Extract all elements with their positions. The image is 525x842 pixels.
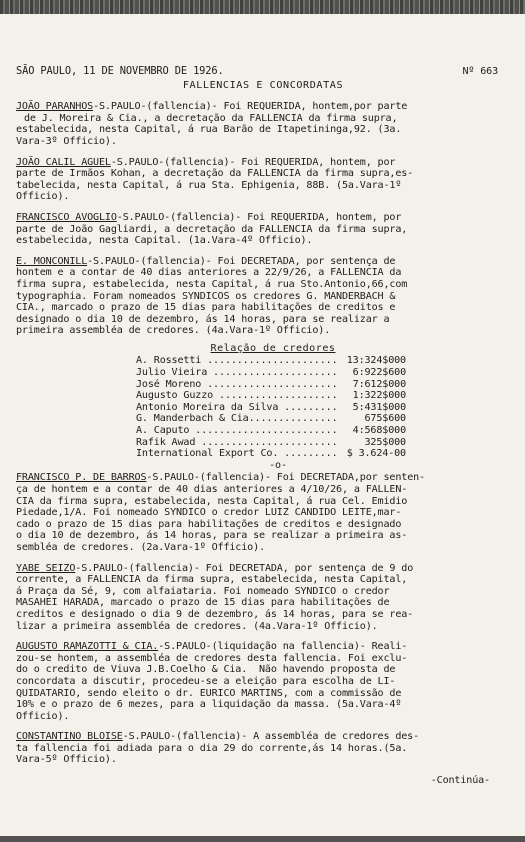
entry-line: parte de Irmãos Kohan, a decretação da FALLENCIA da firma supra,es- <box>16 168 414 180</box>
entry-line: primeira assembléa de credores. (4a.Vara-1º Officio). <box>16 325 331 337</box>
entry-line: 10% e o prazo de 6 mezes, para a liquidação da massa. (5a.Vara-4º <box>16 699 402 711</box>
creditor-amount: 1:322$000 <box>352 390 406 402</box>
entry-line: estabelecida, nesta Capital. (1a.Vara-4º Officio). <box>16 235 313 247</box>
creditors-list-title-text: Relação de credores <box>210 342 336 354</box>
entry-line: o dia 10 de dezembro, ás 14 horas, para se realizar a primeira as- <box>16 530 408 542</box>
entry-augusto-ramazotti <box>16 641 510 722</box>
scan-edge-bottom <box>0 836 525 842</box>
creditor-name: International Export Co. ......... <box>136 448 338 460</box>
creditor-row <box>136 425 406 437</box>
creditor-name: A. Caputo ........................ <box>136 425 338 437</box>
creditor-name: G. Manderbach & Cia............... <box>136 413 338 425</box>
entry-line: CIA da firma supra, estabelecida, nesta Capital, á rua Cel. Emidio <box>16 495 408 507</box>
creditors-list <box>136 355 406 459</box>
creditor-amount: 5:431$000 <box>352 401 406 413</box>
creditor-amount: 325$000 <box>364 436 406 448</box>
entry-name: AUGUSTO RAMAZOTTI & CIA. <box>16 641 159 653</box>
entry-line: sembléa de credores. (2a.Vara-1º Officio). <box>16 541 265 553</box>
creditor-amount: $ 3.624-00 <box>346 448 406 460</box>
entry-line: -S.PAULO-(fallencia)- A assembléa de credores des- <box>122 731 420 743</box>
entry-e-monconill <box>16 256 510 337</box>
entry-line: lizar a primeira assembléa de credores. (4a.Vara-1º Officio). <box>16 620 378 632</box>
entry-line: -S.PAULO-(fallencia)- Foi DECRETADA, por sentença de 9 do <box>75 562 414 574</box>
entry-yabe-seizo <box>16 563 510 633</box>
section-title: FALLENCIAS E CONCORDATAS <box>182 79 344 91</box>
creditor-name: Augusto Guzzo .................... <box>136 390 338 402</box>
entry-line: hontem e a contar de 40 dias anteriores a 22/9/26, a FALLENCIA da <box>16 267 402 279</box>
entry-line: estabelecida, nesta Capital, á rua Barão de Itapetininga,92. (3a. <box>16 124 402 136</box>
entry-line: CIA., marcado o prazo de 15 dias para habilitações de creditos e <box>16 302 396 314</box>
creditor-row <box>136 437 406 449</box>
entry-line: corrente, a FALLENCIA da firma supra, estabelecida, nesta Capital, <box>16 574 408 586</box>
entry-line: -S.PAULO-(fallencia)- Foi REQUERIDA, hontem, por <box>116 211 402 223</box>
bulletin-content <box>16 66 510 787</box>
entry-line: -S.PAULO-(fallencia)- Foi DECRETADA,por senten- <box>146 472 425 484</box>
creditor-row <box>136 379 406 391</box>
issue-number: Nº 663 <box>462 66 498 77</box>
entry-line: zou-se hontem, a assembléa de credores desta fallencia. Foi exclu- <box>16 652 408 664</box>
entry-line: firma supra, estabelecida, nesta Capital, á rua Sto.Antonio,66,com <box>16 278 408 290</box>
entry-line: Officio). <box>16 710 70 722</box>
creditor-amount: 13:324$000 <box>346 355 406 367</box>
entry-line: cado o prazo de 15 dias para habilitações de creditos e designado <box>16 518 402 530</box>
entry-line: ta fallencia foi adiada para o dia 29 do corrente,ás 14 horas.(5a. <box>16 742 408 754</box>
creditor-amount: 4:568$000 <box>352 425 406 437</box>
entry-line: QUIDATARIO, sendo eleito o dr. EURICO MARTINS, com a commissão de <box>16 687 402 699</box>
creditor-row <box>136 413 406 425</box>
entry-line: -S.PAULO-(fallencia)- Foi REQUERIDA, hontem, por <box>110 156 396 168</box>
entry-line: typographia. Foram nomeados SYNDICOS os credores G. MANDERBACH & <box>16 290 396 302</box>
entry-name: E. MONCONILL <box>16 255 88 267</box>
creditor-row <box>136 367 406 379</box>
entry-name: FRANCISCO AVOGLIO <box>16 211 117 223</box>
continua-label: -Continúa- <box>430 775 490 787</box>
entry-line: tabelecida, nesta Capital, á rua Sta. Ephigenia, 88B. (5a.Vara-1º <box>16 179 402 191</box>
creditor-name: Antonio Moreira da Silva ......... <box>136 401 338 413</box>
entry-joao-calil-aguel <box>16 157 510 203</box>
creditor-row <box>136 448 406 460</box>
entry-constantino-bloise <box>16 731 510 766</box>
entry-line: parte de João Gagliardi, a decretação da FALLENCIA da firma supra, <box>16 223 408 235</box>
entry-line: ça de hontem e a contar de 40 dias anteriores a 4/10/26, a FALLEN- <box>16 484 408 495</box>
entry-line: -S.PAULO-(fallencia)- Foi REQUERIDA, hontem,por parte <box>93 101 408 113</box>
scan-edge-top <box>0 0 525 14</box>
entry-name: CONSTANTINO BLOISE <box>16 731 123 743</box>
entry-name: JOÃO PARANHOS <box>16 101 94 113</box>
entry-line: Vara-3º Officio). <box>16 135 117 147</box>
entry-line: designado o dia 10 de dezembro, ás 14 horas, para se realizar a <box>16 313 390 325</box>
entry-line: á Praça da Sé, 9, com alfaiataria. Foi nomeado SYNDICO o credor <box>16 585 390 597</box>
entry-line: -S.PAULO-(fallencia)- Foi DECRETADA, por sentença de <box>87 255 396 267</box>
bulletin-header <box>16 66 510 78</box>
creditor-name: José Moreno ...................... <box>136 378 338 390</box>
creditor-row <box>136 402 406 414</box>
entry-name: FRANCISCO P. DE BARROS <box>16 472 147 484</box>
entry-line: -S.PAULO-(liquidação na fallencia)- Reali- <box>158 641 408 653</box>
entry-line: de J. Moreira & Cia., a decretação da FALLENCIA da firma supra, <box>24 112 398 124</box>
entry-line: Officio). <box>16 191 70 203</box>
creditor-amount: 675$600 <box>364 413 406 425</box>
creditor-name: A. Rossetti ...................... <box>136 355 338 367</box>
creditor-name: Rafik Awad ....................... <box>136 436 338 448</box>
entry-francisco-avoglio <box>16 212 510 247</box>
creditor-row <box>136 355 406 367</box>
entry-francisco-p-de-barros <box>16 472 510 553</box>
dateline: SÃO PAULO, 11 DE NOVEMBRO DE 1926. <box>16 65 224 77</box>
entry-joao-paranhos <box>16 101 510 147</box>
entry-name: JOÃO CALIL AGUEL <box>16 156 111 168</box>
entry-line: Piedade,1/A. Foi nomeado SYNDICO o credor LUIZ CANDIDO LEITE,mar- <box>16 507 402 519</box>
entry-line: do o credito de Viuva J.B.Coelho & Cia. Não havendo proposta de <box>16 664 396 676</box>
entry-line: concordata a discutir, procedeu-se a eleição para escolha de LI- <box>16 675 396 687</box>
creditor-amount: 7:612$000 <box>352 378 406 390</box>
entry-line: MASAHEI HARADA, marcado o prazo de 15 dias para habilitações de <box>16 597 390 609</box>
entry-name: YABE SEIZO <box>16 562 76 574</box>
entry-line: Vara-5º Officio). <box>16 754 117 766</box>
separator: -o- <box>269 459 287 471</box>
creditor-amount: 6:922$600 <box>352 367 406 379</box>
creditor-name: Julio Vieira ..................... <box>136 367 338 379</box>
creditors-list-title <box>36 343 510 355</box>
creditor-row <box>136 390 406 402</box>
entry-line: creditos e designado o dia 9 de dezembro, ás 14 horas, para se rea- <box>16 608 414 620</box>
